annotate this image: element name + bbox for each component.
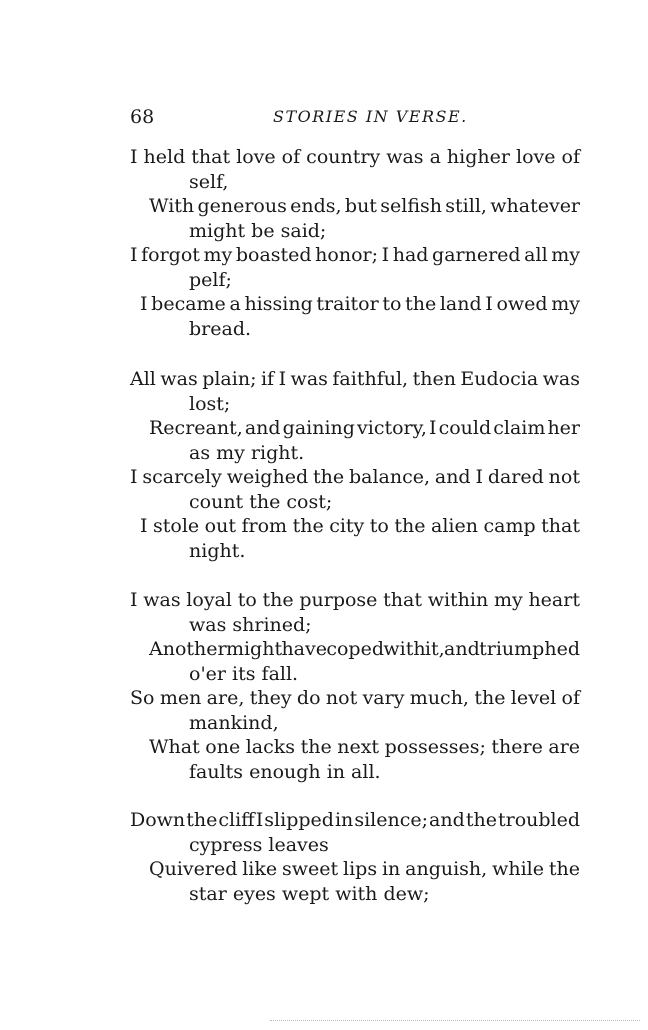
verse-line-continuation: as my right. — [189, 441, 305, 464]
running-header — [130, 106, 580, 130]
verse-line: Down the cliff I slipped in silence; and the troubled — [130, 809, 581, 831]
verse-line-continuation: faults enough in all. — [189, 760, 381, 783]
verse-line-continuation: pelf; — [189, 268, 232, 291]
verse-line-continuation: count the cost; — [189, 490, 333, 513]
verse-line-continuation: bread. — [189, 317, 252, 340]
verse-line: Recreant, and gaining victory, I could claim her — [149, 417, 581, 439]
verse-line-continuation: mankind, — [189, 711, 279, 734]
verse-line: I was loyal to the purpose that within my heart — [130, 589, 580, 611]
verse-line: I scarcely weighed the balance, and I dared not — [130, 466, 580, 488]
verse-line-continuation: self, — [189, 170, 229, 193]
verse-line-continuation: cypress leaves — [189, 833, 329, 856]
running-title: STORIES IN VERSE. — [273, 107, 468, 126]
verse-line: Another might have coped with it, and triumphed — [149, 638, 580, 660]
page-number: 68 — [130, 106, 155, 128]
verse-line-continuation: was shrined; — [189, 613, 312, 636]
verse-line-continuation: star eyes wept with dew; — [189, 882, 430, 905]
stanza-2 — [130, 367, 580, 563]
scan-artifact-dots — [270, 1020, 640, 1025]
verse-line: Quivered like sweet lips in anguish, while the — [149, 858, 580, 880]
verse-line-continuation: lost; — [189, 392, 231, 415]
verse-line: So men are, they do not vary much, the level of — [130, 687, 581, 709]
verse-line-continuation: night. — [189, 539, 246, 562]
stanza-1 — [130, 145, 580, 341]
verse-line: I forgot my boasted honor; I had garnered all my — [130, 244, 581, 266]
verse-line: I stole out from the city to the alien camp that — [140, 515, 580, 537]
verse-line-continuation: o'er its fall. — [189, 662, 299, 685]
verse-line: I became a hissing traitor to the land I owed my — [140, 293, 580, 315]
stanza-4 — [130, 808, 580, 906]
verse-line: I held that love of country was a higher love of — [130, 146, 580, 168]
verse-line: All was plain; if I was faithful, then Eudocia was — [130, 368, 581, 390]
verse-line-continuation: might be said; — [189, 219, 327, 242]
verse-line: What one lacks the next possesses; there are — [149, 736, 581, 758]
verse-line: With generous ends, but selfish still, whatever — [149, 195, 581, 217]
stanza-3 — [130, 588, 580, 784]
